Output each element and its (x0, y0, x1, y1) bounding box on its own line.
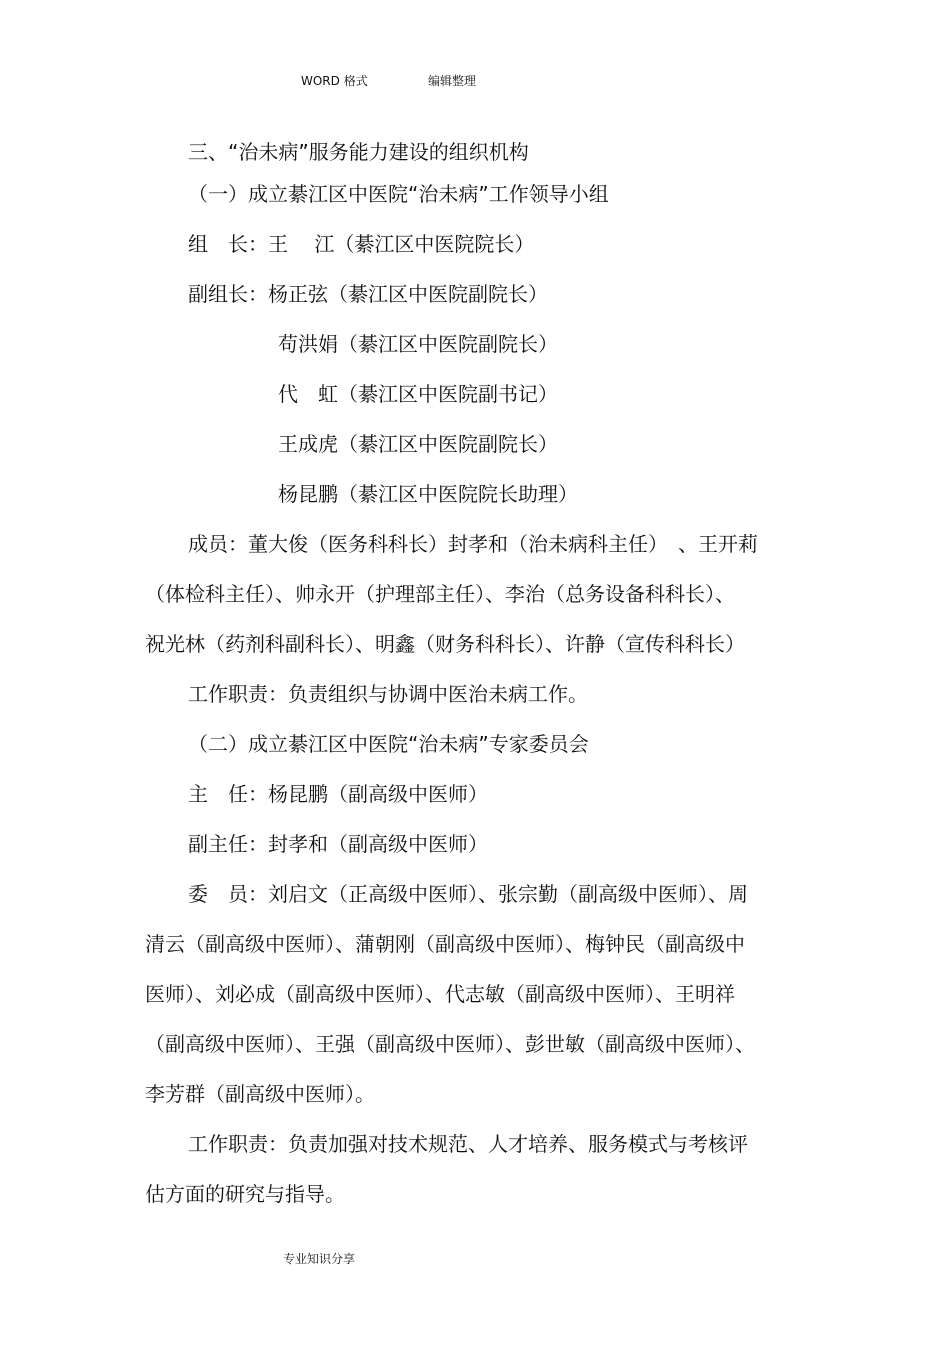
deputy-leader: 王成虎（綦江区中医院副院长） (278, 432, 558, 456)
committee-members-line: （副高级中医师）、王强（副高级中医师）、彭世敏（副高级中医师）、 (145, 1032, 755, 1056)
section-title: 三、“治未病”服务能力建设的组织机构 (188, 140, 529, 164)
header-left-text: WORD 格式 (301, 74, 368, 88)
members-line: 成员：董大俊（医务科科长）封孝和（治未病科主任） 、王开莉 (188, 532, 758, 556)
subsection-1-title: （一）成立綦江区中医院“治未病”工作领导小组 (188, 182, 609, 206)
committee-deputy-director: 副主任：封孝和（副高级中医师） (188, 832, 488, 856)
deputy-leader: 代 虹（綦江区中医院副书记） (278, 382, 558, 406)
leadership-duty: 工作职责：负责组织与协调中医治未病工作。 (188, 682, 588, 706)
page-footer: 专业知识分享 (283, 1252, 356, 1266)
committee-duty-line: 工作职责：负责加强对技术规范、人才培养、服务模式与考核评 (188, 1132, 748, 1156)
deputy-leader: 杨昆鹏（綦江区中医院院长助理） (278, 482, 578, 506)
committee-members-line: 李芳群（副高级中医师）。 (145, 1082, 375, 1106)
members-line: 祝光林（药剂科副科长）、明鑫（财务科科长）、许静（宣传科科长） (145, 632, 745, 656)
header-right-text: 编辑整理 (428, 74, 477, 88)
committee-members-line: 医师）、刘必成（副高级中医师）、代志敏（副高级中医师）、王明祥 (145, 982, 735, 1006)
deputy-leader: 苟洪娟（綦江区中医院副院长） (278, 332, 558, 356)
group-leader: 组 长：王 江（綦江区中医院院长） (188, 232, 535, 256)
committee-director: 主 任：杨昆鹏（副高级中医师） (188, 782, 488, 806)
committee-duty-line: 估方面的研究与指导。 (145, 1182, 345, 1206)
committee-members-line: 清云（副高级中医师）、蒲朝刚（副高级中医师）、梅钟民（副高级中 (145, 932, 745, 956)
committee-members-line: 委 员：刘启文（正高级中医师）、张宗勤（副高级中医师）、周 (188, 882, 748, 906)
subsection-2-title: （二）成立綦江区中医院“治未病”专家委员会 (188, 732, 589, 756)
deputy-leader: 副组长：杨正弦（綦江区中医院副院长） (188, 282, 548, 306)
members-line: （体检科主任）、帅永开（护理部主任）、李治（总务设备科科长）、 (145, 582, 735, 606)
